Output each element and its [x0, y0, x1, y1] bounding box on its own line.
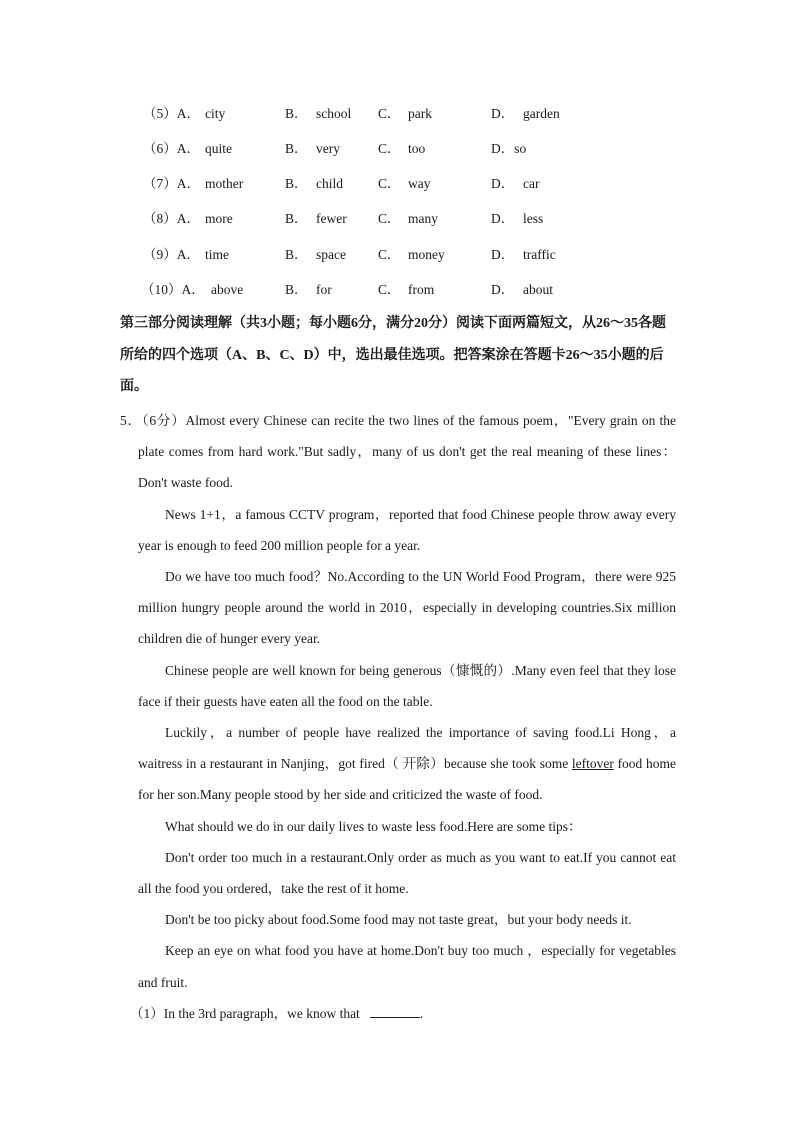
- option-c: from: [408, 282, 435, 297]
- option-row-5: [0, 103, 794, 125]
- option-b: fewer: [316, 211, 347, 226]
- passage-paragraph: Don't be too picky about food.Some food may not taste great，but your body needs it.: [165, 912, 632, 928]
- option-d-letter: D．so: [491, 141, 527, 156]
- question-number: （9）A．: [143, 247, 200, 262]
- sub-question-text: （1）In the 3rd paragraph，we know that: [130, 1005, 360, 1021]
- option-row-10: [0, 279, 794, 301]
- option-c: money: [408, 247, 445, 262]
- passage-paragraph: Do we have too much food？No.According to the UN World Food Program，there were 925 million hungry people around the world in 2010，especially in developing countries.Six million children die of hunger every year.: [138, 569, 676, 647]
- option-b-letter: B．: [285, 176, 308, 191]
- option-b: very: [316, 141, 340, 156]
- option-c-letter: C．: [378, 141, 401, 156]
- option-d: car: [523, 176, 540, 191]
- question-number: （6）A．: [143, 141, 200, 156]
- option-d: about: [523, 282, 553, 297]
- option-row-8: [0, 208, 794, 230]
- option-d: traffic: [523, 247, 556, 262]
- option-c: way: [408, 176, 431, 191]
- passage-paragraph: Keep an eye on what food you have at home.Don't buy too much ，especially for vegetables and fruit.: [138, 943, 676, 990]
- passage-paragraph: News 1+1，a famous CCTV program，reported that food Chinese people throw away every year is enough to feed 200 million people for a year.: [138, 506, 676, 553]
- option-c-letter: C．: [378, 176, 401, 191]
- option-c: many: [408, 211, 438, 226]
- option-d-letter: D．: [491, 106, 515, 121]
- option-b-letter: B．: [285, 211, 308, 226]
- option-a: more: [205, 211, 233, 226]
- passage-paragraph: Chinese people are well known for being generous（慷慨的）.Many even feel that they lose face if their guests have eaten all the food on the table.: [138, 662, 676, 709]
- option-row-6: [0, 138, 794, 160]
- option-c-letter: C．: [378, 247, 401, 262]
- option-b: child: [316, 176, 343, 191]
- section-heading: 第三部分阅读理解（共3小题；每小题6分，满分20分）阅读下面两篇短文，从26～35各题所给的四个选项（A、B、C、D）中，选出最佳选项。把答案涂在答题卡26～35小题的后面。: [120, 316, 666, 394]
- passage-paragraph: Don't order too much in a restaurant.Only order as much as you want to eat.If you cannot eat all the food you ordered，take the rest of it home.: [138, 849, 676, 897]
- option-a: mother: [205, 176, 244, 191]
- paragraph-text: food home for her son.Many people stood by her side and criticized the waste of food.: [138, 756, 676, 803]
- option-d-letter: D．: [491, 247, 515, 262]
- question-intro: 5．（6分）Almost every Chinese can recite the two lines of the famous poem，"Every grain on the plate comes from hard work."But sadly，many of us don't get the real meaning of these lines：Don't waste food.: [120, 413, 676, 491]
- option-c-letter: C．: [378, 282, 401, 297]
- option-b-letter: B．: [285, 141, 308, 156]
- option-d-letter: D．: [491, 176, 515, 191]
- option-d: garden: [523, 106, 560, 121]
- answer-blank[interactable]: [370, 1003, 420, 1018]
- option-a: above: [211, 282, 244, 297]
- paragraph-text: Luckily，a number of people have realized the importance of saving food.Li Hong，a waitress in a restaurant in Nanjing，got fired（ 开除）because she took some: [138, 725, 676, 772]
- question-number: （5）A．: [143, 106, 200, 121]
- option-d: less: [523, 211, 544, 226]
- sub-question-end: .: [419, 1005, 424, 1021]
- sub-question-1: [120, 998, 676, 1029]
- option-c: too: [408, 141, 426, 156]
- question-number: （7）A．: [143, 176, 200, 191]
- option-row-7: [0, 173, 794, 195]
- option-c: park: [408, 106, 432, 121]
- passage-paragraph: [120, 717, 676, 811]
- underlined-word: leftover: [571, 756, 614, 772]
- question-number: （8）A．: [143, 211, 200, 226]
- option-b-letter: B．: [285, 247, 308, 262]
- option-c-letter: C．: [378, 106, 401, 121]
- option-a: quite: [205, 141, 232, 156]
- option-d-letter: D．: [491, 211, 515, 226]
- question-number: （10）A．: [141, 282, 205, 297]
- reading-question-5: [120, 405, 676, 1029]
- option-b: space: [316, 247, 346, 262]
- option-row-9: [0, 244, 794, 266]
- option-c-letter: C．: [378, 211, 401, 226]
- option-b: school: [316, 106, 352, 121]
- option-a: time: [205, 247, 229, 262]
- option-b-letter: B．: [285, 282, 308, 297]
- option-b-letter: B．: [285, 106, 308, 121]
- option-b: for: [316, 282, 332, 297]
- option-a: city: [205, 106, 226, 121]
- option-d-letter: D．: [491, 282, 515, 297]
- passage-paragraph: What should we do in our daily lives to waste less food.Here are some tips：: [165, 818, 582, 834]
